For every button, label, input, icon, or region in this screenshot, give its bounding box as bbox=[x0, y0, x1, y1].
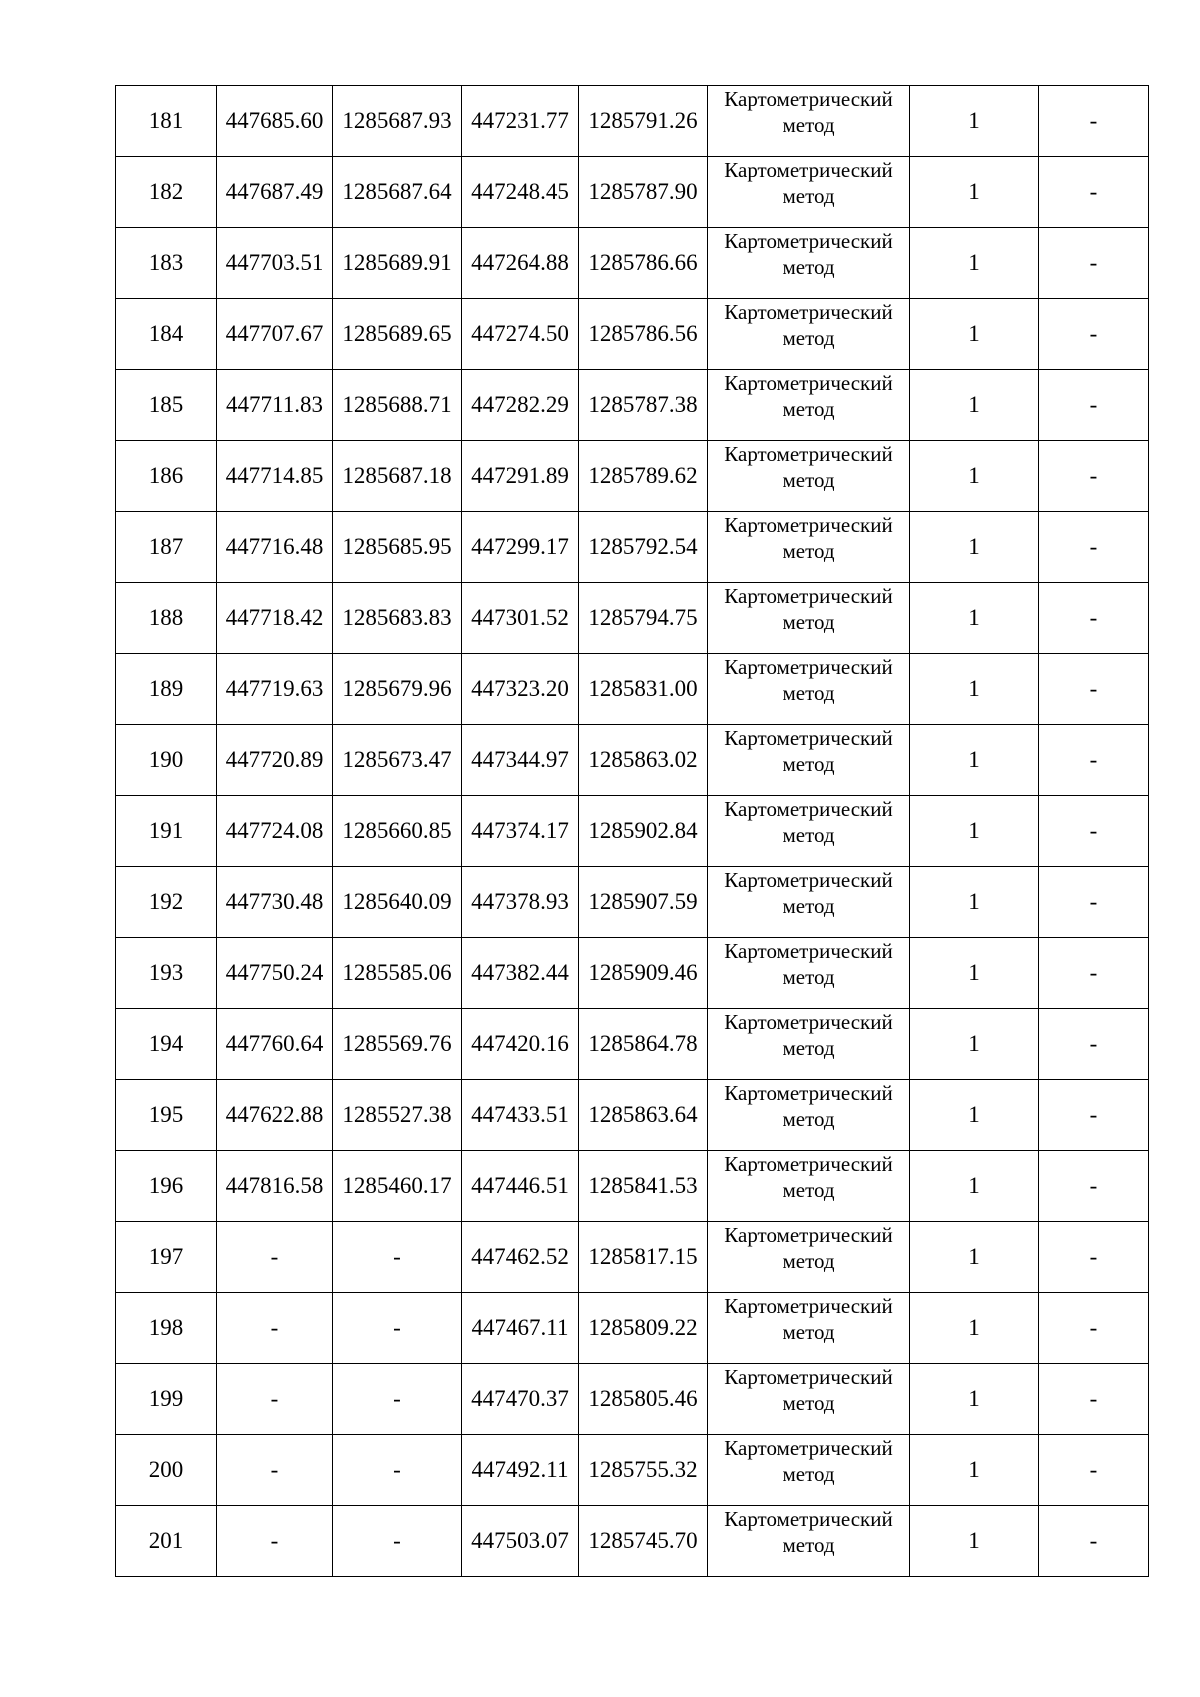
old-y-cell: - bbox=[333, 1222, 462, 1293]
new-y-cell: 1285809.22 bbox=[579, 1293, 708, 1364]
new-x-cell: 447344.97 bbox=[462, 725, 579, 796]
old-x-cell: 447750.24 bbox=[217, 938, 333, 1009]
description-cell: - bbox=[1039, 1080, 1149, 1151]
new-y-cell: 1285864.78 bbox=[579, 1009, 708, 1080]
table-row bbox=[116, 228, 1149, 299]
new-x-cell: 447462.52 bbox=[462, 1222, 579, 1293]
description-cell: - bbox=[1039, 441, 1149, 512]
old-x-cell: - bbox=[217, 1364, 333, 1435]
old-x-cell: 447720.89 bbox=[217, 725, 333, 796]
old-y-cell: 1285687.93 bbox=[333, 86, 462, 157]
method-cell: Картометрический метод bbox=[708, 1222, 910, 1293]
method-cell: Картометрический метод bbox=[708, 1151, 910, 1222]
new-y-cell: 1285831.00 bbox=[579, 654, 708, 725]
old-y-cell: 1285527.38 bbox=[333, 1080, 462, 1151]
method-cell: Картометрический метод bbox=[708, 157, 910, 228]
new-x-cell: 447433.51 bbox=[462, 1080, 579, 1151]
new-x-cell: 447248.45 bbox=[462, 157, 579, 228]
point-number-cell: 191 bbox=[116, 796, 217, 867]
new-x-cell: 447374.17 bbox=[462, 796, 579, 867]
old-x-cell: - bbox=[217, 1222, 333, 1293]
table-row bbox=[116, 370, 1149, 441]
description-cell: - bbox=[1039, 1222, 1149, 1293]
description-cell: - bbox=[1039, 796, 1149, 867]
accuracy-cell: 1 bbox=[910, 1080, 1039, 1151]
new-x-cell: 447301.52 bbox=[462, 583, 579, 654]
table-row bbox=[116, 583, 1149, 654]
table-body bbox=[116, 86, 1149, 1577]
method-cell: Картометрический метод bbox=[708, 725, 910, 796]
table-row bbox=[116, 796, 1149, 867]
new-x-cell: 447291.89 bbox=[462, 441, 579, 512]
accuracy-cell: 1 bbox=[910, 1151, 1039, 1222]
description-cell: - bbox=[1039, 1364, 1149, 1435]
new-y-cell: 1285794.75 bbox=[579, 583, 708, 654]
description-cell: - bbox=[1039, 157, 1149, 228]
old-y-cell: - bbox=[333, 1293, 462, 1364]
old-x-cell: 447719.63 bbox=[217, 654, 333, 725]
method-cell: Картометрический метод bbox=[708, 86, 910, 157]
method-cell: Картометрический метод bbox=[708, 1364, 910, 1435]
new-x-cell: 447470.37 bbox=[462, 1364, 579, 1435]
old-y-cell: 1285687.64 bbox=[333, 157, 462, 228]
accuracy-cell: 1 bbox=[910, 1293, 1039, 1364]
accuracy-cell: 1 bbox=[910, 228, 1039, 299]
method-cell: Картометрический метод bbox=[708, 938, 910, 1009]
new-y-cell: 1285787.38 bbox=[579, 370, 708, 441]
new-y-cell: 1285909.46 bbox=[579, 938, 708, 1009]
old-y-cell: - bbox=[333, 1364, 462, 1435]
old-y-cell: - bbox=[333, 1506, 462, 1577]
accuracy-cell: 1 bbox=[910, 583, 1039, 654]
old-y-cell: 1285689.91 bbox=[333, 228, 462, 299]
table-row bbox=[116, 1222, 1149, 1293]
description-cell: - bbox=[1039, 299, 1149, 370]
accuracy-cell: 1 bbox=[910, 1506, 1039, 1577]
accuracy-cell: 1 bbox=[910, 370, 1039, 441]
new-y-cell: 1285817.15 bbox=[579, 1222, 708, 1293]
old-y-cell: 1285673.47 bbox=[333, 725, 462, 796]
old-y-cell: 1285679.96 bbox=[333, 654, 462, 725]
old-y-cell: 1285660.85 bbox=[333, 796, 462, 867]
new-y-cell: 1285792.54 bbox=[579, 512, 708, 583]
table-row bbox=[116, 157, 1149, 228]
point-number-cell: 183 bbox=[116, 228, 217, 299]
old-x-cell: 447711.83 bbox=[217, 370, 333, 441]
new-x-cell: 447264.88 bbox=[462, 228, 579, 299]
accuracy-cell: 1 bbox=[910, 1009, 1039, 1080]
old-x-cell: 447730.48 bbox=[217, 867, 333, 938]
old-x-cell: - bbox=[217, 1293, 333, 1364]
accuracy-cell: 1 bbox=[910, 1435, 1039, 1506]
point-number-cell: 181 bbox=[116, 86, 217, 157]
new-y-cell: 1285863.02 bbox=[579, 725, 708, 796]
new-x-cell: 447467.11 bbox=[462, 1293, 579, 1364]
new-y-cell: 1285745.70 bbox=[579, 1506, 708, 1577]
method-cell: Картометрический метод bbox=[708, 441, 910, 512]
point-number-cell: 187 bbox=[116, 512, 217, 583]
table-row bbox=[116, 512, 1149, 583]
method-cell: Картометрический метод bbox=[708, 228, 910, 299]
description-cell: - bbox=[1039, 512, 1149, 583]
table-row bbox=[116, 654, 1149, 725]
new-y-cell: 1285841.53 bbox=[579, 1151, 708, 1222]
new-y-cell: 1285907.59 bbox=[579, 867, 708, 938]
point-number-cell: 199 bbox=[116, 1364, 217, 1435]
old-y-cell: 1285687.18 bbox=[333, 441, 462, 512]
method-cell: Картометрический метод bbox=[708, 1080, 910, 1151]
old-x-cell: 447718.42 bbox=[217, 583, 333, 654]
point-number-cell: 196 bbox=[116, 1151, 217, 1222]
accuracy-cell: 1 bbox=[910, 654, 1039, 725]
description-cell: - bbox=[1039, 1009, 1149, 1080]
old-y-cell: 1285683.83 bbox=[333, 583, 462, 654]
description-cell: - bbox=[1039, 654, 1149, 725]
new-x-cell: 447446.51 bbox=[462, 1151, 579, 1222]
old-x-cell: 447724.08 bbox=[217, 796, 333, 867]
point-number-cell: 200 bbox=[116, 1435, 217, 1506]
method-cell: Картометрический метод bbox=[708, 1435, 910, 1506]
point-number-cell: 193 bbox=[116, 938, 217, 1009]
new-x-cell: 447231.77 bbox=[462, 86, 579, 157]
coordinates-table bbox=[115, 85, 1149, 1577]
table-row bbox=[116, 299, 1149, 370]
table-row bbox=[116, 1009, 1149, 1080]
old-x-cell: 447687.49 bbox=[217, 157, 333, 228]
old-x-cell: - bbox=[217, 1506, 333, 1577]
accuracy-cell: 1 bbox=[910, 512, 1039, 583]
method-cell: Картометрический метод bbox=[708, 583, 910, 654]
old-x-cell: 447685.60 bbox=[217, 86, 333, 157]
point-number-cell: 197 bbox=[116, 1222, 217, 1293]
table-row bbox=[116, 1506, 1149, 1577]
description-cell: - bbox=[1039, 1293, 1149, 1364]
new-x-cell: 447382.44 bbox=[462, 938, 579, 1009]
table-row bbox=[116, 938, 1149, 1009]
description-cell: - bbox=[1039, 725, 1149, 796]
description-cell: - bbox=[1039, 370, 1149, 441]
point-number-cell: 188 bbox=[116, 583, 217, 654]
point-number-cell: 185 bbox=[116, 370, 217, 441]
description-cell: - bbox=[1039, 1506, 1149, 1577]
table-row bbox=[116, 1435, 1149, 1506]
description-cell: - bbox=[1039, 86, 1149, 157]
accuracy-cell: 1 bbox=[910, 299, 1039, 370]
new-x-cell: 447323.20 bbox=[462, 654, 579, 725]
point-number-cell: 189 bbox=[116, 654, 217, 725]
description-cell: - bbox=[1039, 1435, 1149, 1506]
table-row bbox=[116, 725, 1149, 796]
old-x-cell: 447716.48 bbox=[217, 512, 333, 583]
new-x-cell: 447282.29 bbox=[462, 370, 579, 441]
accuracy-cell: 1 bbox=[910, 796, 1039, 867]
new-x-cell: 447503.07 bbox=[462, 1506, 579, 1577]
old-x-cell: 447760.64 bbox=[217, 1009, 333, 1080]
old-x-cell: - bbox=[217, 1435, 333, 1506]
point-number-cell: 184 bbox=[116, 299, 217, 370]
description-cell: - bbox=[1039, 938, 1149, 1009]
accuracy-cell: 1 bbox=[910, 1222, 1039, 1293]
point-number-cell: 194 bbox=[116, 1009, 217, 1080]
new-y-cell: 1285755.32 bbox=[579, 1435, 708, 1506]
new-y-cell: 1285805.46 bbox=[579, 1364, 708, 1435]
old-y-cell: - bbox=[333, 1435, 462, 1506]
new-x-cell: 447492.11 bbox=[462, 1435, 579, 1506]
new-y-cell: 1285786.66 bbox=[579, 228, 708, 299]
old-y-cell: 1285460.17 bbox=[333, 1151, 462, 1222]
new-y-cell: 1285786.56 bbox=[579, 299, 708, 370]
old-y-cell: 1285640.09 bbox=[333, 867, 462, 938]
old-y-cell: 1285689.65 bbox=[333, 299, 462, 370]
point-number-cell: 192 bbox=[116, 867, 217, 938]
accuracy-cell: 1 bbox=[910, 441, 1039, 512]
old-x-cell: 447816.58 bbox=[217, 1151, 333, 1222]
table-row bbox=[116, 1364, 1149, 1435]
old-y-cell: 1285688.71 bbox=[333, 370, 462, 441]
method-cell: Картометрический метод bbox=[708, 512, 910, 583]
accuracy-cell: 1 bbox=[910, 725, 1039, 796]
method-cell: Картометрический метод bbox=[708, 370, 910, 441]
new-x-cell: 447378.93 bbox=[462, 867, 579, 938]
point-number-cell: 190 bbox=[116, 725, 217, 796]
accuracy-cell: 1 bbox=[910, 938, 1039, 1009]
new-x-cell: 447420.16 bbox=[462, 1009, 579, 1080]
method-cell: Картометрический метод bbox=[708, 796, 910, 867]
table-row bbox=[116, 867, 1149, 938]
new-y-cell: 1285791.26 bbox=[579, 86, 708, 157]
old-y-cell: 1285685.95 bbox=[333, 512, 462, 583]
new-y-cell: 1285789.62 bbox=[579, 441, 708, 512]
method-cell: Картометрический метод bbox=[708, 1293, 910, 1364]
accuracy-cell: 1 bbox=[910, 157, 1039, 228]
table-row bbox=[116, 86, 1149, 157]
new-x-cell: 447274.50 bbox=[462, 299, 579, 370]
old-x-cell: 447622.88 bbox=[217, 1080, 333, 1151]
accuracy-cell: 1 bbox=[910, 1364, 1039, 1435]
method-cell: Картометрический метод bbox=[708, 299, 910, 370]
description-cell: - bbox=[1039, 583, 1149, 654]
point-number-cell: 186 bbox=[116, 441, 217, 512]
new-y-cell: 1285863.64 bbox=[579, 1080, 708, 1151]
new-y-cell: 1285902.84 bbox=[579, 796, 708, 867]
old-x-cell: 447714.85 bbox=[217, 441, 333, 512]
method-cell: Картометрический метод bbox=[708, 1506, 910, 1577]
point-number-cell: 201 bbox=[116, 1506, 217, 1577]
table-row bbox=[116, 1151, 1149, 1222]
table-row bbox=[116, 441, 1149, 512]
description-cell: - bbox=[1039, 867, 1149, 938]
table-row bbox=[116, 1293, 1149, 1364]
new-y-cell: 1285787.90 bbox=[579, 157, 708, 228]
old-y-cell: 1285569.76 bbox=[333, 1009, 462, 1080]
method-cell: Картометрический метод bbox=[708, 654, 910, 725]
point-number-cell: 182 bbox=[116, 157, 217, 228]
description-cell: - bbox=[1039, 1151, 1149, 1222]
method-cell: Картометрический метод bbox=[708, 1009, 910, 1080]
method-cell: Картометрический метод bbox=[708, 867, 910, 938]
table-row bbox=[116, 1080, 1149, 1151]
accuracy-cell: 1 bbox=[910, 867, 1039, 938]
accuracy-cell: 1 bbox=[910, 86, 1039, 157]
new-x-cell: 447299.17 bbox=[462, 512, 579, 583]
old-x-cell: 447703.51 bbox=[217, 228, 333, 299]
point-number-cell: 198 bbox=[116, 1293, 217, 1364]
description-cell: - bbox=[1039, 228, 1149, 299]
point-number-cell: 195 bbox=[116, 1080, 217, 1151]
old-x-cell: 447707.67 bbox=[217, 299, 333, 370]
old-y-cell: 1285585.06 bbox=[333, 938, 462, 1009]
